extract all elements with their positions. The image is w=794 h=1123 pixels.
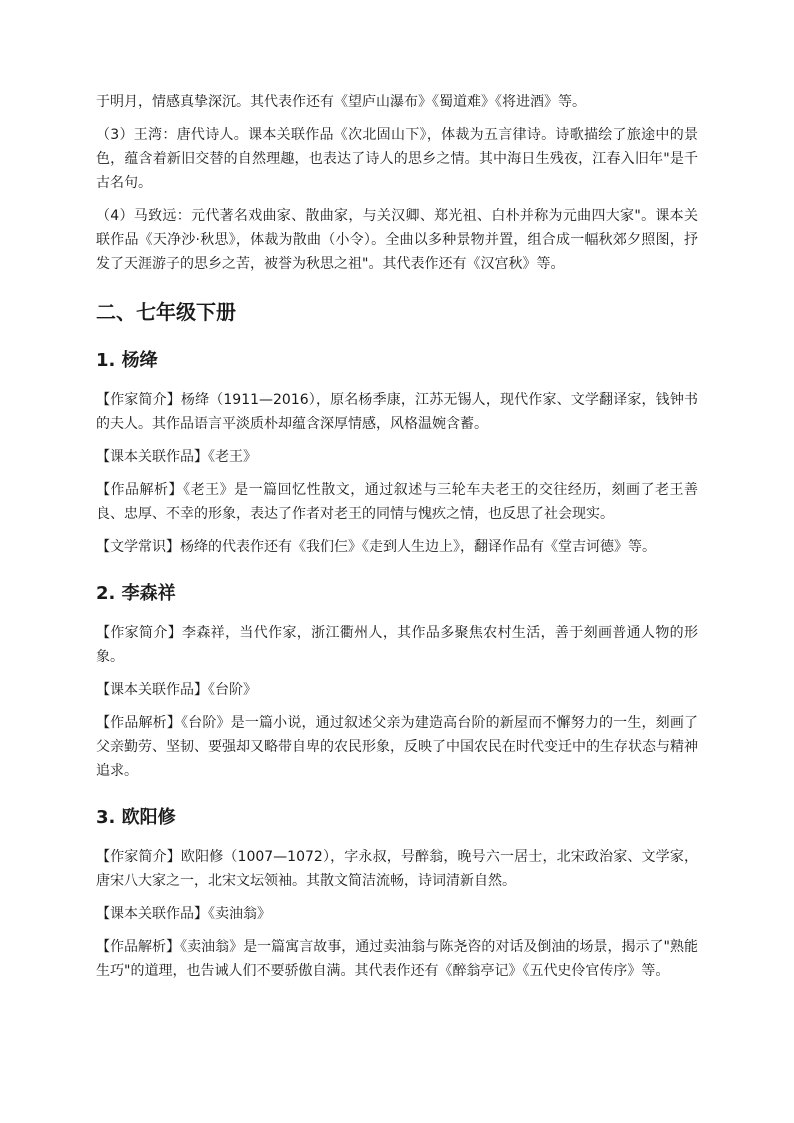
intro-paragraph-1: 于明月，情感真挚深沉。其代表作还有《望庐山瀑布》《蜀道难》《将进酒》等。 — [96, 94, 586, 110]
author-heading: 2. 李森祥 — [96, 583, 176, 604]
intro-paragraph-wang-wan: （3）王湾：唐代诗人。课本关联作品《次北固山下》，体裁为五言律诗。诗歌描绘了旅途中的景色，蕴含着新旧交替的自然理趣，也表达了诗人的思乡之情。其中海日生残夜，江春入旧年"是千古名句。 — [96, 127, 698, 191]
related-work: 【课本关联作品】《老王》 — [96, 449, 257, 465]
intro-paragraph-ma-zhiyuan: （4）马致远：元代著名戏曲家、散曲家，与关汉卿、郑光祖、白朴并称为元曲四大家"。课本关联作品《天净沙·秋思》，体裁为散曲（小令）。全曲以多种景物并置，组合成一幅秋郊夕照图，抒发了天涯游子的思乡之苦，被誉为秋思之祖"。其代表作还有《汉宫秋》等。 — [96, 208, 698, 272]
author-heading: 1. 杨绛 — [96, 350, 158, 371]
related-work: 【课本关联作品】《卖油翁》 — [96, 906, 271, 922]
work-analysis: 【作品解析】《老王》是一篇回忆性散文，通过叙述与三轮车夫老王的交往经历，刻画了老王善良、忠厚、不幸的形象，表达了作者对老王的同情与愧疚之情，也反思了社会现实。 — [96, 482, 698, 522]
work-analysis: 【作品解析】《台阶》是一篇小说，通过叙述父亲为建造高台阶的新屋而不懈努力的一生，刻画了父亲勤劳、坚韧、要强却又略带自卑的农民形象，反映了中国农民在时代变迁中的生存状态与精神追求。 — [96, 715, 698, 779]
literary-knowledge: 【文学常识】杨绛的代表作还有《我们仨》《走到人生边上》，翻译作品有《堂吉诃德》等。 — [96, 539, 656, 555]
author-block-yang-jiang — [96, 348, 698, 559]
author-block-li-senxiang — [96, 581, 698, 783]
work-analysis: 【作品解析】《卖油翁》是一篇寓言故事，通过卖油翁与陈尧咨的对话及倒油的场景，揭示了"熟能生巧"的道理，也告诫人们不要骄傲自满。其代表作还有《醉翁亭记》《五代史伶官传序》等。 — [96, 939, 698, 979]
author-heading: 3. 欧阳修 — [96, 807, 176, 828]
section-heading: 二、七年级下册 — [96, 300, 236, 324]
related-work: 【课本关联作品】《台阶》 — [96, 682, 257, 698]
author-block-ouyang-xiu — [96, 805, 698, 983]
author-bio: 【作家简介】李森祥，当代作家，浙江衢州人，其作品多聚焦农村生活，善于刻画普通人物的形象。 — [96, 625, 698, 665]
author-bio: 【作家简介】欧阳修（1007—1072），字永叔，号醉翁，晚号六一居士，北宋政治家、文学家，唐宋八大家之一，北宋文坛领袖。其散文简洁流畅，诗词清新自然。 — [96, 849, 698, 889]
author-bio: 【作家简介】杨绛（1911—2016），原名杨季康，江苏无锡人，现代作家、文学翻译家，钱钟书的夫人。其作品语言平淡质朴却蕴含深厚情感，风格温婉含蓄。 — [96, 392, 698, 432]
